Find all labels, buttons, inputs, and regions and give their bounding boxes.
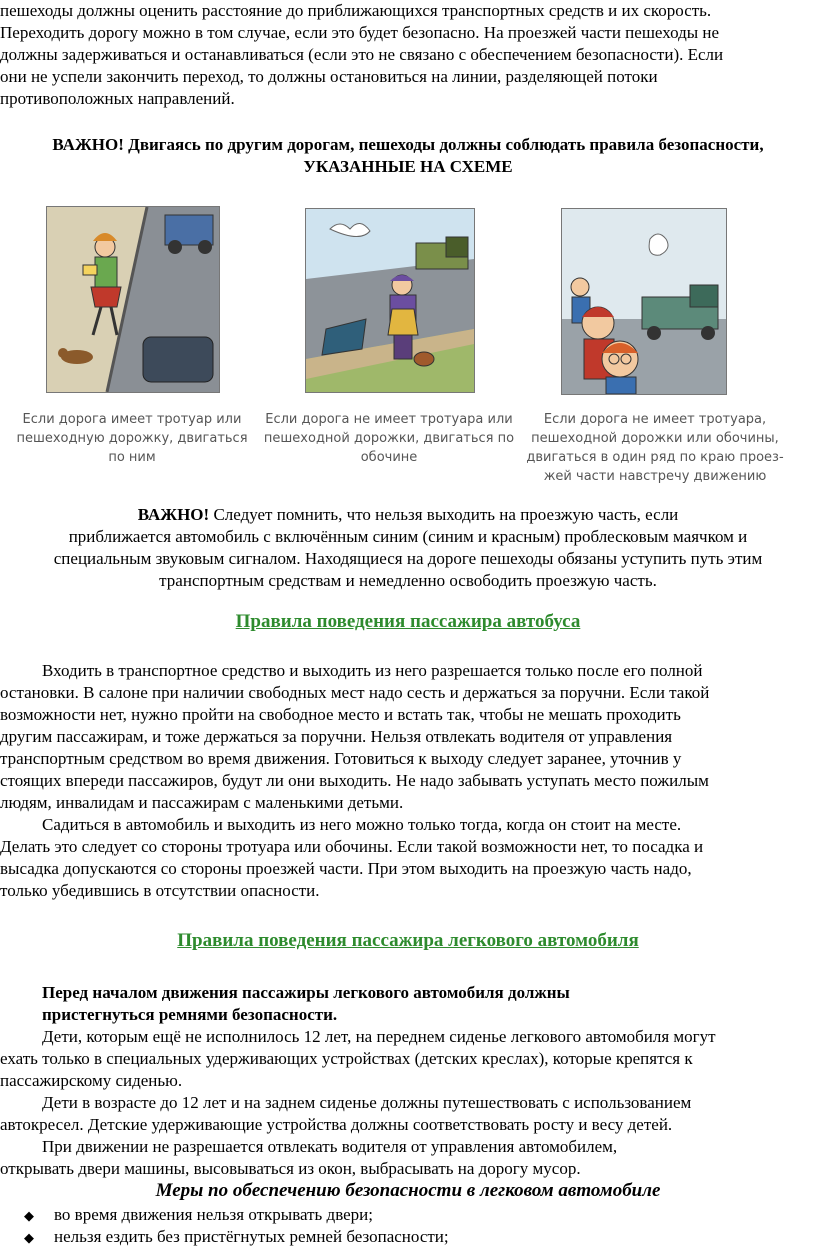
car-text-line: автокресел. Детские удерживающие устройства должны соответствовать росту и весу детей. (0, 1115, 673, 1134)
caption-line: обочине (360, 450, 418, 465)
car-text-line: ехать только в специальных удерживающих устройствах (детских креслах), которые крепятся к (0, 1049, 693, 1068)
intro-line: должны задерживаться и останавливаться (если это не связано с обеспечением безопасности). Если (0, 45, 724, 64)
intro-line: противоположных направлений. (0, 89, 235, 108)
intro-line: Переходить дорогу можно в том случае, если это будет безопасно. На проезжей части пешеходы не (0, 23, 720, 42)
diamond-bullet-icon: ◆ (24, 1208, 34, 1223)
list-item-text: во время движения нельзя открывать двери; (54, 1205, 373, 1224)
bus-section-heading: Правила поведения пассажира автобуса (235, 611, 581, 632)
pedestrian-on-sidewalk-icon (47, 207, 219, 392)
bus-text-line: транспортным средством во время движения. Готовиться к выходу следует заранее, уточнив у (0, 749, 682, 768)
caption-line: Если дорога имеет тротуар или (22, 412, 242, 427)
car-text-line: пассажирскому сиденью. (0, 1071, 183, 1090)
diamond-bullet-icon: ◆ (24, 1230, 34, 1245)
caption-line: пешеходной дорожки или обочины, (531, 431, 779, 446)
pedestrian-on-shoulder-icon (306, 209, 474, 392)
pedestrian-on-sidewalk-illustration (46, 206, 220, 393)
caption-line: пешеходной дорожки, двигаться по (263, 431, 515, 446)
seatbelt-rule-line: Перед началом движения пассажиры легкового автомобиля должны (42, 983, 570, 1002)
list-item (24, 1204, 373, 1227)
pedestrians-facing-traffic-illustration (561, 208, 727, 395)
pedestrian-on-shoulder-illustration (305, 208, 475, 393)
bus-text-line: Делать это следует со стороны тротуара или обочины. Если такой возможности нет, то посадка и (0, 837, 704, 856)
bus-text-line: возможности нет, нужно пройти на свободное место и встать так, чтобы не мешать проходить (0, 705, 681, 724)
car-section-heading: Правила поведения пассажира легкового автомобиля (177, 930, 639, 951)
bus-text-line: высадка допускаются со стороны проезжей части. При этом выходить на проезжую часть надо, (0, 859, 692, 878)
important-notice-line: транспортным средствам и немедленно освободить проезжую часть. (159, 571, 657, 590)
caption-line: жей части навстречу движению (543, 469, 767, 484)
pedestrians-facing-traffic-icon (562, 209, 726, 394)
important-notice-line: УКАЗАННЫЕ НА СХЕМЕ (303, 157, 513, 176)
bus-text-line: другим пассажирам, и тоже держаться за поручни. Нельзя отвлекать водителя от управления (0, 727, 673, 746)
caption-line: по ним (108, 450, 156, 465)
important-text: Следует помнить, что нельзя выходить на проезжую часть, если (209, 505, 679, 524)
caption-line: двигаться в один ряд по краю проез- (526, 450, 784, 465)
car-text-line: Дети, которым ещё не исполнилось 12 лет, на переднем сиденье легкового автомобиля могут (42, 1027, 716, 1046)
important-notice-line: приближается автомобиль с включённым синим (синим и красным) проблесковым маячком и (68, 527, 748, 546)
illustration-caption (8, 410, 256, 467)
important-notice-line (0, 504, 816, 526)
illustration-caption (524, 410, 786, 486)
bus-text-line: только убедившись в отсутствии опасности. (0, 881, 320, 900)
car-text-line: открывать двери машины, высовываться из окон, выбрасывать на дорогу мусор. (0, 1159, 581, 1178)
caption-line: Если дорога не имеет тротуара или (265, 412, 513, 427)
intro-line: пешеходы должны оценить расстояние до приближающихся транспортных средств и их скорость. (0, 1, 712, 20)
bus-text-line: Садиться в автомобиль и выходить из него можно только тогда, когда он стоит на месте. (42, 815, 682, 834)
important-label: ВАЖНО! (137, 505, 210, 524)
car-text-line: Дети в возрасте до 12 лет и на заднем сиденье должны путешествовать с использованием (42, 1093, 692, 1112)
bus-text-line: остановки. В салоне при наличии свободных мест надо сесть и держаться за поручни. Если такой (0, 683, 710, 702)
safety-measures-heading: Меры по обеспечению безопасности в легковом автомобиле (155, 1180, 661, 1201)
illustration-caption (260, 410, 518, 467)
bus-text-line: стоящих впереди пассажиров, будут ли они выходить. Не надо забывать уступать место пожилым (0, 771, 709, 790)
bus-text-line: людям, инвалидам и пассажирам с маленькими детьми. (0, 793, 404, 812)
caption-line: Если дорога не имеет тротуара, (543, 412, 767, 427)
car-text-line: При движении не разрешается отвлекать водителя от управления автомобилем, (42, 1137, 618, 1156)
seatbelt-rule-line: пристегнуться ремнями безопасности. (42, 1005, 338, 1024)
bus-text-line: Входить в транспортное средство и выходить из него разрешается только после его полной (42, 661, 703, 680)
intro-line: они не успели закончить переход, то должны остановиться на линии, разделяющей потоки (0, 67, 658, 86)
important-notice-line: специальным звуковым сигналом. Находящиеся на дороге пешеходы обязаны уступить путь этим (53, 549, 763, 568)
important-notice-line: ВАЖНО! Двигаясь по другим дорогам, пешеходы должны соблюдать правила безопасности, (52, 135, 764, 154)
list-item-text: нельзя ездить без пристёгнутых ремней безопасности; (54, 1227, 449, 1246)
caption-line: пешеходную дорожку, двигаться (16, 431, 248, 446)
list-item (24, 1226, 449, 1249)
